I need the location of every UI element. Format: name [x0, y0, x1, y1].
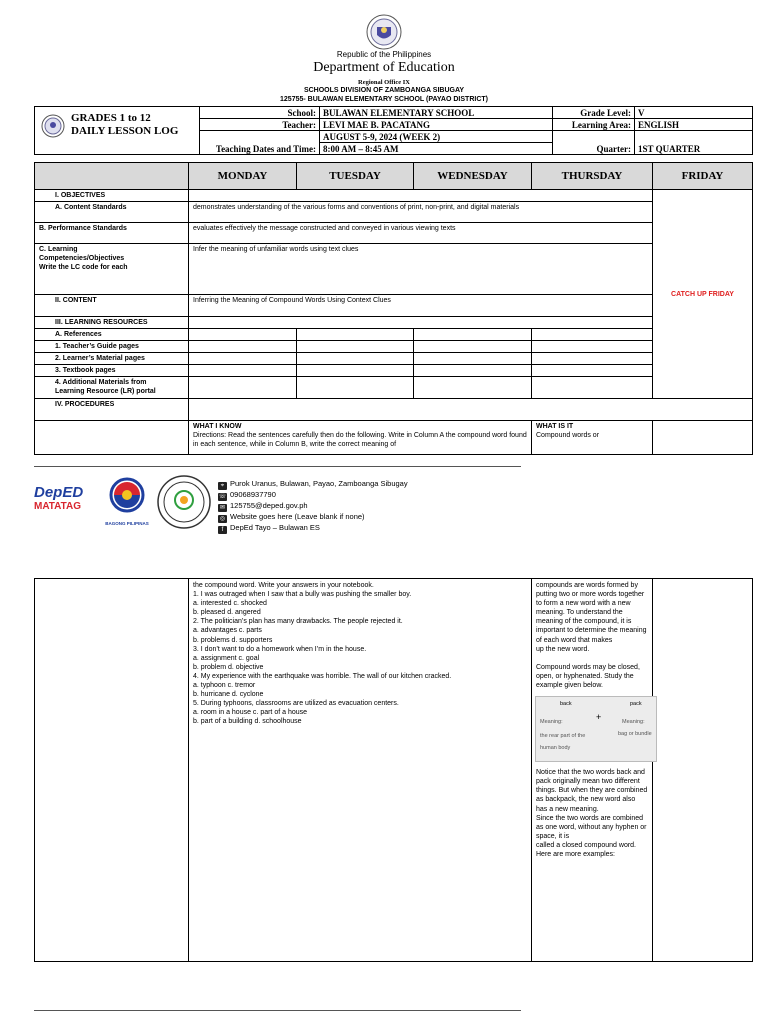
what-i-know-cell	[189, 421, 532, 455]
quarter-label: Quarter:	[553, 131, 635, 155]
teacher-value: LEVI MAE B. PACATANG	[320, 119, 553, 131]
email-icon: ✉	[219, 505, 226, 511]
page2-blank-left	[35, 579, 189, 962]
log-title-line2: DAILY LESSON LOG	[71, 125, 179, 137]
school-seal-icon	[156, 474, 212, 530]
division-text: SCHOOLS DIVISION OF ZAMBOANGA SIBUGAY	[303, 87, 465, 94]
additional-materials-label: 4. Additional Materials from Learning Resource (LR) portal	[35, 377, 189, 399]
grade-level-value: V	[635, 107, 753, 119]
learning-resources-label: III. LEARNING RESOURCES	[35, 317, 189, 329]
school-contact-block	[218, 479, 408, 534]
lm-cell-wed	[414, 353, 532, 365]
tg-cell-mon	[189, 341, 297, 353]
day-header-friday: FRIDAY	[653, 163, 753, 190]
learning-resources-value	[189, 317, 653, 329]
tg-cell-wed	[414, 341, 532, 353]
day-header-monday: MONDAY	[189, 163, 297, 190]
lm-cell-tue	[297, 353, 414, 365]
references-cell-thu	[532, 329, 653, 341]
procedures-label: IV. PROCEDURES	[35, 399, 189, 421]
school-label: School:	[200, 107, 320, 119]
what-is-it-text: Compound words or	[536, 432, 600, 439]
what-is-it-title: WHAT IS IT	[536, 423, 574, 430]
quarter-value: 1ST QUARTER	[635, 131, 753, 155]
dates-value: AUGUST 5-9, 2024 (WEEK 2)	[320, 131, 553, 143]
references-label: A. References	[35, 329, 189, 341]
address-text: Purok Uranus, Bulawan, Payao, Zamboanga Sibugay	[230, 479, 408, 488]
textbook-cell-thu	[532, 365, 653, 377]
content-standards-label: A. Content Standards	[35, 202, 189, 223]
additional-cell-wed	[414, 377, 532, 399]
catch-up-friday-label: CATCH UP FRIDAY	[653, 190, 753, 399]
facebook-icon: f	[218, 526, 227, 534]
header-blank-cell	[35, 163, 189, 190]
school-line-text: 125755- BULAWAN ELEMENTARY SCHOOL (PAYAO DISTRICT)	[280, 96, 488, 103]
compound-word-example-figure	[535, 696, 657, 762]
what-is-it-continuation-2: Notice that the two words back and pack originally mean two different things. But when they are combined as backpack, the new word also has a new meaning. Since the two words are combined as one word, without any hyphen or space, it is called a closed compound word. Here are more examples:	[536, 769, 648, 858]
references-cell-tue	[297, 329, 414, 341]
department-title: Department of Education	[313, 60, 455, 75]
figure-plus-sign: +	[596, 712, 602, 723]
phone-text: 09068937790	[230, 490, 276, 499]
teacher-label: Teacher:	[200, 119, 320, 131]
daily-lesson-log-table	[34, 162, 753, 455]
website-icon: ◎	[219, 516, 226, 522]
procedures-blank-cell	[35, 421, 189, 455]
footer-divider-page2	[34, 1010, 521, 1011]
objectives-label: I. OBJECTIVES	[35, 190, 189, 202]
figure-meaning-label-2: Meaning:	[622, 719, 645, 726]
bagong-pilipinas-text: BAGONG PILIPINAS	[105, 521, 149, 526]
textbook-cell-tue	[297, 365, 414, 377]
day-header-tuesday: TUESDAY	[297, 163, 414, 190]
region-text: Regional Office IX	[358, 79, 410, 86]
lesson-log-title-cell	[35, 107, 200, 155]
references-cell-wed	[414, 329, 532, 341]
page2-blank-right	[653, 579, 753, 962]
deped-small-seal-icon	[41, 114, 65, 138]
tg-cell-thu	[532, 341, 653, 353]
bagong-pilipinas-logo-icon	[104, 476, 150, 520]
tg-cell-tue	[297, 341, 414, 353]
textbook-cell-wed	[414, 365, 532, 377]
page2-continuation-table	[34, 578, 753, 962]
lm-cell-mon	[189, 353, 297, 365]
objectives-value	[189, 190, 653, 202]
school-value: BULAWAN ELEMENTARY SCHOOL	[320, 107, 553, 119]
figure-pack-definition: bag or bundle	[618, 731, 652, 738]
content-label: II. CONTENT	[35, 295, 189, 317]
what-i-know-text: Directions: Read the sentences carefully then do the following. Write in Column A the compound word found in each sentence, while in Column B, write the correct meaning of	[193, 432, 527, 448]
what-i-know-continuation: the compound word. Write your answers in your notebook. 1. I was outraged when I saw that a bully was pushing the smaller boy. a. interested c. shocked b. pleased d. angered 2. The politician’s plan has many drawbacks. The people rejected it. a. advantages c. parts b. problems d. supporters 3. I don’t want to do a homework when I’m in the house. a. assignment c. goal b. problem d. objective 4. My experience with the earthquake was horrible. The wall of our kitchen cracked. a. typhoon c. tremor b. hurricane d. cyclone 5. During typhoons, classrooms are utilized as evacuation centers. a. room in a house c. part of a house b. part of a building d. schoolhouse	[189, 579, 532, 962]
matatag-wordmark: MATATAG	[34, 501, 82, 512]
performance-standards-value: evaluates effectively the message constructed and conveyed in various viewing texts	[189, 223, 653, 244]
what-is-it-cell	[532, 421, 653, 455]
competencies-value: Infer the meaning of unfamiliar words using text clues	[189, 244, 653, 295]
phone-icon: ☏	[218, 494, 227, 500]
deped-matatag-logo	[34, 485, 83, 513]
additional-cell-tue	[297, 377, 414, 399]
figure-word-back: back	[560, 701, 572, 708]
learners-material-label: 2. Learner’s Material pages	[35, 353, 189, 365]
references-cell-mon	[189, 329, 297, 341]
additional-cell-mon	[189, 377, 297, 399]
performance-standards-label: B. Performance Standards	[35, 223, 189, 244]
day-header-wednesday: WEDNESDAY	[414, 163, 532, 190]
deped-wordmark: DepED	[34, 484, 84, 501]
website-text: Website goes here (Leave blank if none)	[230, 512, 365, 521]
day-header-thursday: THURSDAY	[532, 163, 653, 190]
content-standards-value: demonstrates understanding of the various forms and conventions of print, non-print, and digital materials	[189, 202, 653, 223]
additional-cell-thu	[532, 377, 653, 399]
log-title-line1: GRADES 1 to 12	[71, 112, 151, 124]
teachers-guide-label: 1. Teacher’s Guide pages	[35, 341, 189, 353]
what-is-it-continuation-1: compounds are words formed by putting two or more words together to form a new word with a new meaning. To understand the meaning of the compound, it is important to determine the meaning of each word that makes up the new word. Compound words may be closed, open, or hyphenated. Study the example given below.	[536, 582, 647, 690]
location-icon: ⌖	[218, 482, 227, 490]
grade-level-label: Grade Level:	[553, 107, 635, 119]
footer-divider	[34, 466, 521, 467]
competencies-label: C. Learning Competencies/Objectives Write the LC code for each	[35, 244, 189, 295]
figure-word-pack: pack	[630, 701, 642, 708]
deped-seal-icon	[366, 14, 402, 50]
lm-cell-thu	[532, 353, 653, 365]
time-value: 8:00 AM – 8:45 AM	[320, 143, 553, 155]
republic-text: Republic of the Philippines	[336, 50, 432, 59]
procedures-value	[189, 399, 753, 421]
what-i-know-title: WHAT I KNOW	[193, 423, 242, 430]
textbook-cell-mon	[189, 365, 297, 377]
learning-area-value: ENGLISH	[635, 119, 753, 131]
textbook-pages-label: 3. Textbook pages	[35, 365, 189, 377]
email-text[interactable]: 125755@deped.gov.ph	[230, 501, 308, 510]
what-is-it-continuation-cell	[532, 579, 653, 962]
facebook-text[interactable]: DepEd Tayo – Bulawan ES	[230, 523, 320, 532]
figure-back-definition: the rear part of the human body	[540, 733, 586, 752]
lesson-info-table	[34, 106, 753, 155]
figure-meaning-label-1: Meaning:	[540, 719, 563, 726]
friday-procedures-cell	[653, 421, 753, 455]
dates-label: Teaching Dates and Time:	[200, 131, 320, 155]
learning-area-label: Learning Area:	[553, 119, 635, 131]
content-value: Inferring the Meaning of Compound Words Using Context Clues	[189, 295, 653, 317]
